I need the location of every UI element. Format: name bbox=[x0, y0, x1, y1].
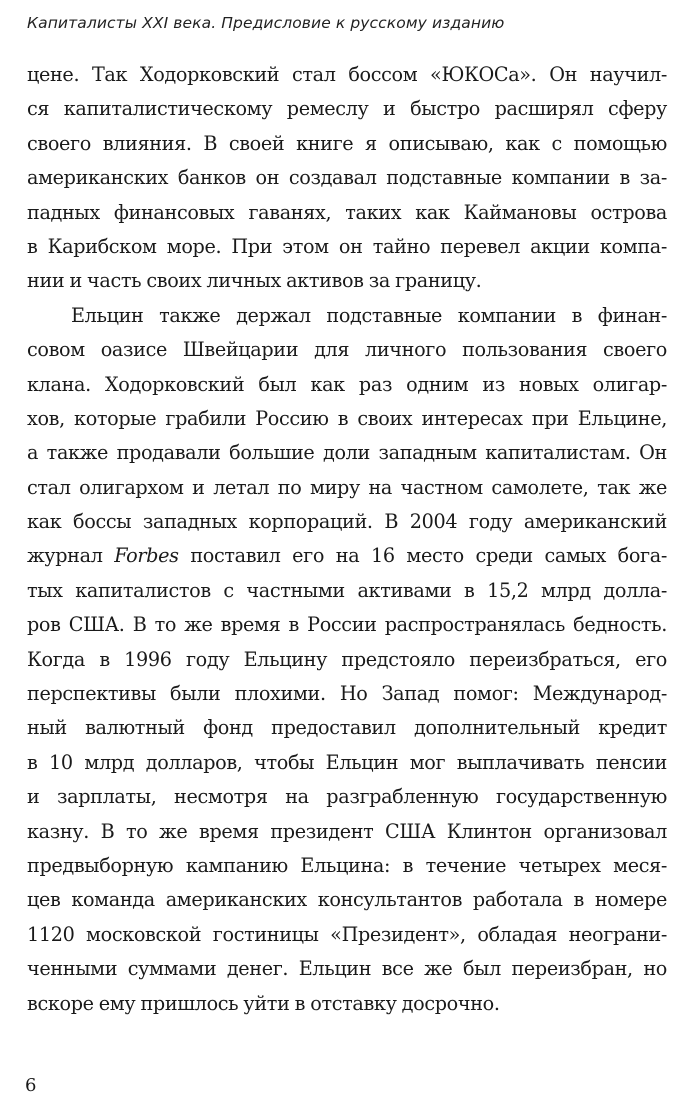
text-line: цене. Так Ходорковский стал боссом «ЮКОСа». Он научил- bbox=[27, 63, 667, 86]
text-line: в 10 млрд долларов, чтобы Ельцин мог выплачивать пенсии bbox=[27, 750, 667, 774]
text-line: американских банков он создавал подставные компании в за- bbox=[27, 166, 667, 190]
text-line: ров США. В то же время в России распространялась бедность. bbox=[27, 613, 667, 637]
text-line: хов, которые грабили Россию в своих интересах при Ельцине, bbox=[27, 406, 667, 430]
text-line: ный валютный фонд предоставил дополнительный кредит bbox=[27, 716, 667, 740]
text-line: Ельцин также держал подставные компании в финан- bbox=[71, 303, 667, 327]
text-line: стал олигархом и летал по миру на частном самолете, так же bbox=[27, 475, 667, 499]
text-line: вскоре ему пришлось уйти в отставку досрочно. bbox=[27, 991, 500, 1015]
paragraph-2 bbox=[27, 299, 667, 1021]
text-line: ченными суммами денег. Ельцин все же был переизбран, но bbox=[27, 957, 667, 981]
text-line: перспективы были плохими. Но Запад помог: Международ- bbox=[27, 682, 667, 706]
text-line: как боссы западных корпораций. В 2004 году американский bbox=[27, 510, 667, 534]
running-header: Капиталисты XXI века. Предисловие к русскому изданию bbox=[27, 14, 505, 32]
text-line: совом оазисе Швейцарии для личного пользования своего bbox=[27, 338, 667, 362]
text-segment: журнал bbox=[27, 544, 115, 568]
text-line: падных финансовых гаванях, таких как Каймановы острова bbox=[27, 200, 667, 224]
paragraph-1 bbox=[27, 58, 667, 299]
text-line: в Карибском море. При этом он тайно перевел акции компа- bbox=[27, 234, 667, 258]
italic-title: Forbes bbox=[114, 544, 179, 568]
text-line: ся капиталистическому ремеслу и быстро расширял сферу bbox=[27, 97, 667, 121]
text-line: предвыборную кампанию Ельцина: в течение четырех меся- bbox=[27, 853, 667, 877]
text-line: казну. В то же время президент США Клинтон организовал bbox=[27, 819, 667, 843]
text-line: тых капиталистов с частными активами в 15,2 млрд долла- bbox=[27, 578, 667, 602]
text-line: своего влияния. В своей книге я описываю, как с помощью bbox=[27, 131, 667, 155]
text-line: клана. Ходорковский был как раз одним из новых олигар- bbox=[27, 372, 667, 396]
text-line: и зарплаты, несмотря на разграбленную государственную bbox=[27, 785, 667, 809]
page-number: 6 bbox=[25, 1075, 37, 1096]
text-segment: поставил его на 16 место среди самых бога- bbox=[178, 544, 667, 568]
text-line: цев команда американских консультантов работала в номере bbox=[27, 888, 667, 912]
text-line: 1120 московской гостиницы «Президент», обладая неограни- bbox=[27, 922, 667, 946]
text-line: а также продавали большие доли западным капиталистам. Он bbox=[27, 441, 667, 465]
text-line: нии и часть своих личных активов за границу. bbox=[27, 269, 482, 293]
text-line: Когда в 1996 году Ельцину предстояло переизбраться, его bbox=[27, 647, 667, 671]
text-line-with-italic bbox=[27, 539, 667, 573]
body-text bbox=[27, 58, 667, 1021]
